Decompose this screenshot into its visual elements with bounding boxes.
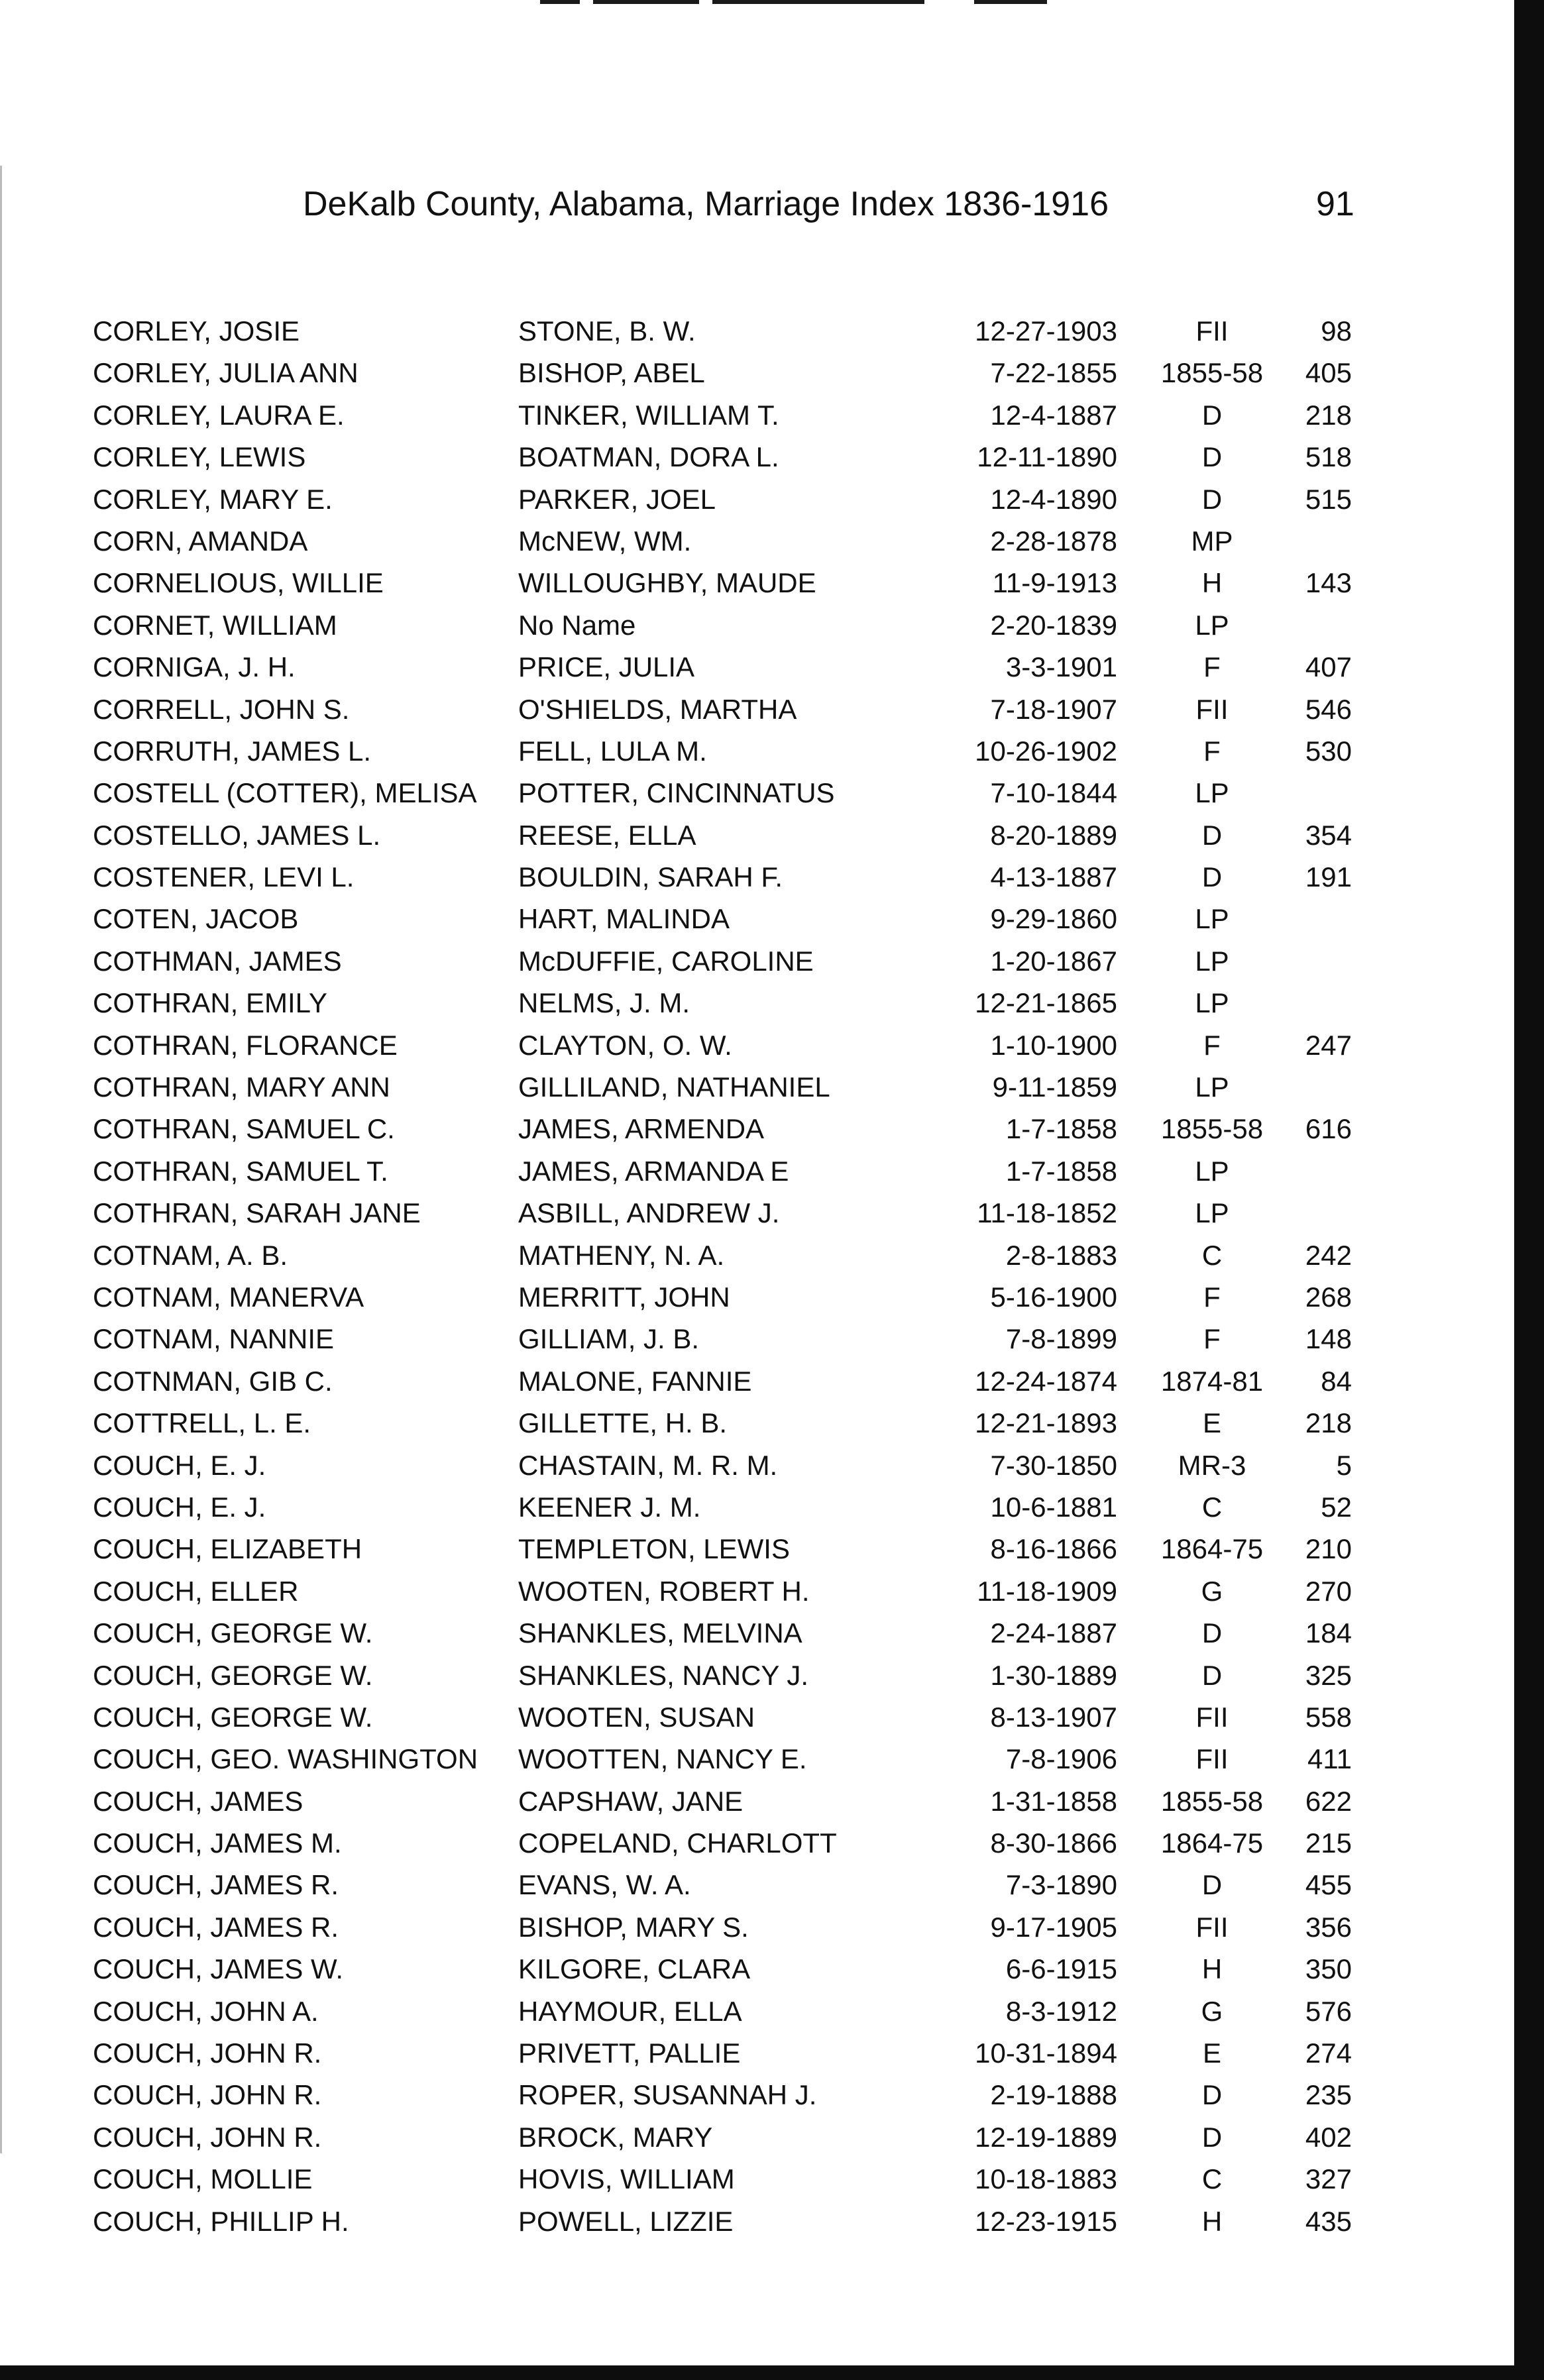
entry-spouse: TEMPLETON, LEWIS	[518, 1533, 790, 1565]
entry-name: COTNMAN, GIB C.	[93, 1365, 333, 1397]
entry-date: 9-29-1860	[990, 903, 1117, 935]
entry-spouse: SHANKLES, MELVINA	[518, 1617, 802, 1649]
entry-page: 247	[1305, 1029, 1352, 1061]
entry-date: 8-13-1907	[990, 1701, 1117, 1733]
entry-date: 7-30-1850	[990, 1449, 1117, 1481]
entry-book: FII	[1195, 1911, 1229, 1943]
entry-spouse: BISHOP, ABEL	[518, 357, 705, 389]
table-row	[0, 1780, 1544, 1822]
page-header	[0, 178, 1544, 231]
entry-name: COUCH, JOHN R.	[93, 2121, 322, 2153]
entry-date: 12-24-1874	[975, 1365, 1117, 1397]
entry-name: COUCH, JAMES W.	[93, 1953, 344, 1985]
entry-book: H	[1201, 2205, 1223, 2237]
entry-name: COTEN, JACOB	[93, 903, 299, 935]
entry-spouse: BROCK, MARY	[518, 2121, 713, 2153]
table-row	[0, 2158, 1544, 2200]
entry-date: 7-18-1907	[990, 693, 1117, 725]
entry-spouse: BOULDIN, SARAH F.	[518, 861, 783, 893]
entry-date: 12-4-1890	[990, 483, 1117, 515]
entry-date: 12-21-1893	[975, 1407, 1117, 1439]
entry-date: 9-11-1859	[992, 1071, 1117, 1103]
table-row	[0, 982, 1544, 1024]
scan-border-bottom	[0, 2365, 1544, 2380]
entry-book: G	[1201, 1575, 1223, 1607]
entry-name: COUCH, GEORGE W.	[93, 1617, 373, 1649]
entry-book: MR-3	[1178, 1449, 1246, 1481]
table-row	[0, 814, 1544, 856]
entry-spouse: REESE, ELLA	[518, 819, 696, 851]
entry-name: COTHRAN, SAMUEL T.	[93, 1155, 388, 1187]
entry-spouse: SHANKLES, NANCY J.	[518, 1659, 809, 1691]
entry-page: 52	[1321, 1491, 1352, 1523]
entry-name: COUCH, JOHN R.	[93, 2079, 322, 2111]
table-row	[0, 1276, 1544, 1318]
table-row	[0, 1864, 1544, 1906]
entry-page: 558	[1305, 1701, 1352, 1733]
entry-page: 270	[1305, 1575, 1352, 1607]
entry-name: COUCH, JOHN R.	[93, 2037, 322, 2069]
entry-book: FII	[1195, 693, 1229, 725]
table-row	[0, 436, 1544, 478]
entry-page: 325	[1305, 1659, 1352, 1691]
entry-book: 1855-58	[1160, 1113, 1264, 1145]
table-row	[0, 772, 1544, 814]
entry-book: D	[1201, 399, 1223, 431]
entry-name: CORNELIOUS, WILLIE	[93, 567, 384, 599]
entry-book: F	[1203, 735, 1221, 767]
entry-spouse: KILGORE, CLARA	[518, 1953, 751, 1985]
entry-book: MP	[1191, 525, 1233, 557]
entry-book: 1864-75	[1160, 1533, 1264, 1565]
entry-book: F	[1203, 651, 1221, 683]
table-row	[0, 478, 1544, 520]
entry-date: 3-3-1901	[1005, 651, 1117, 683]
entry-page: 515	[1305, 483, 1352, 515]
entry-book: LP	[1195, 1155, 1229, 1187]
entry-spouse: O'SHIELDS, MARTHA	[518, 693, 797, 725]
entry-date: 7-10-1844	[990, 777, 1117, 809]
entry-date: 1-7-1858	[1005, 1113, 1117, 1145]
entry-book: LP	[1195, 1071, 1229, 1103]
entry-date: 11-18-1852	[977, 1197, 1117, 1229]
entry-name: COSTENER, LEVI L.	[93, 861, 355, 893]
entry-page: 215	[1305, 1827, 1352, 1859]
entry-name: COUCH, MOLLIE	[93, 2163, 313, 2195]
entry-spouse: FELL, LULA M.	[518, 735, 707, 767]
table-row	[0, 1318, 1544, 1360]
table-row	[0, 352, 1544, 394]
table-row	[0, 1150, 1544, 1192]
entry-spouse: NELMS, J. M.	[518, 987, 690, 1019]
entry-book: LP	[1195, 987, 1229, 1019]
entry-date: 2-8-1883	[1005, 1239, 1117, 1271]
table-row	[0, 394, 1544, 436]
entry-spouse: WOOTTEN, NANCY E.	[518, 1743, 807, 1775]
entry-spouse: POWELL, LIZZIE	[518, 2205, 734, 2237]
page-number: 91	[1316, 185, 1354, 223]
entry-date: 12-27-1903	[975, 315, 1117, 347]
entry-spouse: JAMES, ARMANDA E	[518, 1155, 789, 1187]
entry-name: COSTELLO, JAMES L.	[93, 819, 381, 851]
entry-name: COUCH, GEORGE W.	[93, 1659, 373, 1691]
entry-page: 616	[1305, 1113, 1352, 1145]
scan-mark	[712, 0, 924, 4]
entry-name: COTHMAN, JAMES	[93, 945, 342, 977]
entry-book: H	[1201, 1953, 1223, 1985]
entry-name: COTHRAN, EMILY	[93, 987, 327, 1019]
table-row	[0, 1654, 1544, 1696]
entry-spouse: TINKER, WILLIAM T.	[518, 399, 779, 431]
entry-name: COUCH, JAMES M.	[93, 1827, 342, 1859]
table-row	[0, 1192, 1544, 1234]
entry-page: 148	[1305, 1323, 1352, 1355]
entry-name: COUCH, GEORGE W.	[93, 1701, 373, 1733]
entry-name: COTHRAN, FLORANCE	[93, 1029, 398, 1061]
entry-page: 530	[1305, 735, 1352, 767]
entry-book: 1864-75	[1160, 1827, 1264, 1859]
table-row	[0, 1402, 1544, 1444]
table-row	[0, 730, 1544, 772]
entry-book: D	[1201, 483, 1223, 515]
entry-date: 12-11-1890	[977, 441, 1117, 473]
entry-name: CORLEY, JULIA ANN	[93, 357, 358, 389]
entry-date: 1-20-1867	[990, 945, 1117, 977]
scan-mark	[593, 0, 699, 4]
table-row	[0, 898, 1544, 940]
page-title: DeKalb County, Alabama, Marriage Index 1836-1916	[303, 185, 1109, 223]
table-row	[0, 1990, 1544, 2032]
table-row	[0, 1108, 1544, 1150]
entry-date: 5-16-1900	[990, 1281, 1117, 1313]
entry-date: 11-18-1909	[977, 1575, 1117, 1607]
entry-book: G	[1201, 1995, 1223, 2027]
scan-mark	[540, 0, 580, 4]
entry-spouse: MERRITT, JOHN	[518, 1281, 730, 1313]
entry-date: 12-21-1865	[975, 987, 1117, 1019]
entry-spouse: HOVIS, WILLIAM	[518, 2163, 735, 2195]
entry-page: 5	[1336, 1449, 1352, 1481]
entry-name: COUCH, JAMES R.	[93, 1911, 339, 1943]
table-row	[0, 1024, 1544, 1066]
entry-book: D	[1201, 1869, 1223, 1901]
entry-book: E	[1202, 2037, 1221, 2069]
entry-spouse: ASBILL, ANDREW J.	[518, 1197, 780, 1229]
entry-page: 546	[1305, 693, 1352, 725]
entry-name: COUCH, GEO. WASHINGTON	[93, 1743, 478, 1775]
entry-spouse: JAMES, ARMENDA	[518, 1113, 765, 1145]
entry-name: COTHRAN, SARAH JANE	[93, 1197, 421, 1229]
entry-spouse: McNEW, WM.	[518, 525, 692, 557]
entry-book: D	[1201, 2079, 1223, 2111]
entry-book: H	[1201, 567, 1223, 599]
entry-date: 1-10-1900	[990, 1029, 1117, 1061]
entry-page: 350	[1305, 1953, 1352, 1985]
entry-date: 8-16-1866	[990, 1533, 1117, 1565]
entry-spouse: HART, MALINDA	[518, 903, 730, 935]
entry-page: 218	[1305, 399, 1352, 431]
entry-spouse: WOOTEN, ROBERT H.	[518, 1575, 810, 1607]
entry-name: COUCH, JOHN A.	[93, 1995, 319, 2027]
entry-spouse: CLAYTON, O. W.	[518, 1029, 732, 1061]
entry-name: CORLEY, LAURA E.	[93, 399, 345, 431]
entry-name: COUCH, ELLER	[93, 1575, 299, 1607]
entry-date: 1-30-1889	[990, 1659, 1117, 1691]
entry-name: COTTRELL, L. E.	[93, 1407, 311, 1439]
entry-book: C	[1201, 2163, 1223, 2195]
entry-page: 622	[1305, 1785, 1352, 1817]
entry-page: 84	[1321, 1365, 1352, 1397]
entry-book: LP	[1195, 777, 1229, 809]
entry-date: 12-4-1887	[990, 399, 1117, 431]
entry-book: C	[1201, 1239, 1223, 1271]
entry-date: 11-9-1913	[992, 567, 1117, 599]
entry-spouse: COPELAND, CHARLOTT	[518, 1827, 837, 1859]
entry-name: CORRELL, JOHN S.	[93, 693, 350, 725]
table-row	[0, 1738, 1544, 1780]
entry-date: 2-28-1878	[990, 525, 1117, 557]
entry-date: 1-7-1858	[1005, 1155, 1117, 1187]
entry-spouse: GILLILAND, NATHANIEL	[518, 1071, 830, 1103]
entry-name: CORLEY, MARY E.	[93, 483, 333, 515]
entry-book: E	[1202, 1407, 1221, 1439]
entry-book: LP	[1195, 1197, 1229, 1229]
table-row	[0, 1234, 1544, 1276]
entry-date: 9-17-1905	[990, 1911, 1117, 1943]
table-row	[0, 562, 1544, 604]
entry-name: COSTELL (COTTER), MELISA	[93, 777, 477, 809]
table-row	[0, 2116, 1544, 2158]
entry-date: 1-31-1858	[990, 1785, 1117, 1817]
entry-date: 2-19-1888	[990, 2079, 1117, 2111]
entry-spouse: CHASTAIN, M. R. M.	[518, 1449, 778, 1481]
entry-name: COUCH, PHILLIP H.	[93, 2205, 349, 2237]
entry-book: D	[1201, 819, 1223, 851]
entry-book: D	[1201, 2121, 1223, 2153]
entry-book: LP	[1195, 945, 1229, 977]
entry-page: 354	[1305, 819, 1352, 851]
entry-page: 405	[1305, 357, 1352, 389]
entry-spouse: STONE, B. W.	[518, 315, 696, 347]
entry-page: 274	[1305, 2037, 1352, 2069]
entry-spouse: MATHENY, N. A.	[518, 1239, 725, 1271]
entry-date: 7-22-1855	[990, 357, 1117, 389]
entry-page: 518	[1305, 441, 1352, 473]
entry-page: 402	[1305, 2121, 1352, 2153]
table-row	[0, 1444, 1544, 1486]
entry-book: 1855-58	[1160, 1785, 1264, 1817]
entry-date: 10-18-1883	[975, 2163, 1117, 2195]
entry-spouse: McDUFFIE, CAROLINE	[518, 945, 814, 977]
table-row	[0, 310, 1544, 352]
entry-spouse: PRIVETT, PALLIE	[518, 2037, 741, 2069]
entry-date: 10-26-1902	[975, 735, 1117, 767]
entry-page: 327	[1305, 2163, 1352, 2195]
entry-name: CORNET, WILLIAM	[93, 609, 337, 641]
entry-spouse: CAPSHAW, JANE	[518, 1785, 744, 1817]
entry-date: 2-24-1887	[990, 1617, 1117, 1649]
entry-date: 7-8-1906	[1005, 1743, 1117, 1775]
entry-book: LP	[1195, 609, 1229, 641]
entry-page: 184	[1305, 1617, 1352, 1649]
entry-date: 10-6-1881	[990, 1491, 1117, 1523]
entry-spouse: PARKER, JOEL	[518, 483, 716, 515]
entry-book: D	[1201, 1617, 1223, 1649]
entry-page: 268	[1305, 1281, 1352, 1313]
entry-spouse: ROPER, SUSANNAH J.	[518, 2079, 817, 2111]
entry-spouse: GILLETTE, H. B.	[518, 1407, 728, 1439]
entry-name: CORRUTH, JAMES L.	[93, 735, 372, 767]
entry-page: 407	[1305, 651, 1352, 683]
entry-date: 2-20-1839	[990, 609, 1117, 641]
entry-spouse: EVANS, W. A.	[518, 1869, 691, 1901]
entry-spouse: KEENER J. M.	[518, 1491, 701, 1523]
table-row	[0, 2032, 1544, 2074]
entry-page: 576	[1305, 1995, 1352, 2027]
entry-book: LP	[1195, 903, 1229, 935]
entry-date: 10-31-1894	[975, 2037, 1117, 2069]
entry-date: 8-30-1866	[990, 1827, 1117, 1859]
table-row	[0, 1570, 1544, 1612]
entry-book: D	[1201, 441, 1223, 473]
entry-book: F	[1203, 1029, 1221, 1061]
entry-name: COUCH, E. J.	[93, 1491, 266, 1523]
table-row	[0, 1822, 1544, 1864]
entry-page: 356	[1305, 1911, 1352, 1943]
table-row	[0, 1696, 1544, 1738]
marriage-index-list	[0, 310, 1544, 2242]
entry-date: 7-8-1899	[1005, 1323, 1117, 1355]
entry-book: F	[1203, 1281, 1221, 1313]
entry-date: 12-19-1889	[975, 2121, 1117, 2153]
entry-book: F	[1203, 1323, 1221, 1355]
table-row	[0, 1066, 1544, 1108]
table-row	[0, 940, 1544, 982]
entry-name: CORLEY, LEWIS	[93, 441, 306, 473]
entry-name: COTHRAN, SAMUEL C.	[93, 1113, 395, 1145]
entry-book: FII	[1195, 315, 1229, 347]
entry-name: COUCH, E. J.	[93, 1449, 266, 1481]
entry-name: COUCH, ELIZABETH	[93, 1533, 362, 1565]
entry-date: 7-3-1890	[1005, 1869, 1117, 1901]
table-row	[0, 1528, 1544, 1570]
entry-page: 411	[1307, 1743, 1352, 1775]
entry-spouse: MALONE, FANNIE	[518, 1365, 752, 1397]
entry-page: 218	[1305, 1407, 1352, 1439]
entry-name: CORLEY, JOSIE	[93, 315, 300, 347]
entry-name: COUCH, JAMES	[93, 1785, 303, 1817]
entry-book: FII	[1195, 1701, 1229, 1733]
entry-book: D	[1201, 1659, 1223, 1691]
entry-date: 6-6-1915	[1005, 1953, 1117, 1985]
table-row	[0, 604, 1544, 646]
entry-page: 210	[1305, 1533, 1352, 1565]
entry-name: COTNAM, NANNIE	[93, 1323, 335, 1355]
entry-book: D	[1201, 861, 1223, 893]
entry-spouse: WOOTEN, SUSAN	[518, 1701, 755, 1733]
entry-date: 8-3-1912	[1005, 1995, 1117, 2027]
scan-mark	[974, 0, 1047, 4]
entry-name: COTHRAN, MARY ANN	[93, 1071, 390, 1103]
entry-spouse: BISHOP, MARY S.	[518, 1911, 749, 1943]
entry-name: CORN, AMANDA	[93, 525, 308, 557]
entry-name: COTNAM, A. B.	[93, 1239, 288, 1271]
table-row	[0, 1360, 1544, 1402]
entry-page: 235	[1305, 2079, 1352, 2111]
entry-book: C	[1201, 1491, 1223, 1523]
entry-spouse: GILLIAM, J. B.	[518, 1323, 700, 1355]
entry-spouse: HAYMOUR, ELLA	[518, 1995, 742, 2027]
entry-book: 1874-81	[1160, 1365, 1264, 1397]
table-row	[0, 520, 1544, 562]
entry-name: CORNIGA, J. H.	[93, 651, 296, 683]
entry-name: COTNAM, MANERVA	[93, 1281, 364, 1313]
table-row	[0, 646, 1544, 688]
table-row	[0, 1948, 1544, 1990]
table-row	[0, 2074, 1544, 2116]
table-row	[0, 2200, 1544, 2242]
table-row	[0, 688, 1544, 730]
entry-page: 191	[1305, 861, 1352, 893]
entry-page: 242	[1305, 1239, 1352, 1271]
entry-page: 435	[1305, 2205, 1352, 2237]
entry-date: 12-23-1915	[975, 2205, 1117, 2237]
entry-spouse: POTTER, CINCINNATUS	[518, 777, 835, 809]
table-row	[0, 1906, 1544, 1948]
entry-date: 4-13-1887	[990, 861, 1117, 893]
entry-book: FII	[1195, 1743, 1229, 1775]
entry-book: 1855-58	[1160, 357, 1264, 389]
table-row	[0, 1486, 1544, 1528]
table-row	[0, 1612, 1544, 1654]
entry-page: 98	[1321, 315, 1352, 347]
entry-name: COUCH, JAMES R.	[93, 1869, 339, 1901]
entry-spouse: No Name	[518, 609, 636, 641]
entry-spouse: BOATMAN, DORA L.	[518, 441, 779, 473]
entry-spouse: WILLOUGHBY, MAUDE	[518, 567, 816, 599]
entry-page: 455	[1305, 1869, 1352, 1901]
table-row	[0, 856, 1544, 898]
entry-date: 8-20-1889	[990, 819, 1117, 851]
entry-spouse: PRICE, JULIA	[518, 651, 695, 683]
entry-page: 143	[1305, 567, 1352, 599]
